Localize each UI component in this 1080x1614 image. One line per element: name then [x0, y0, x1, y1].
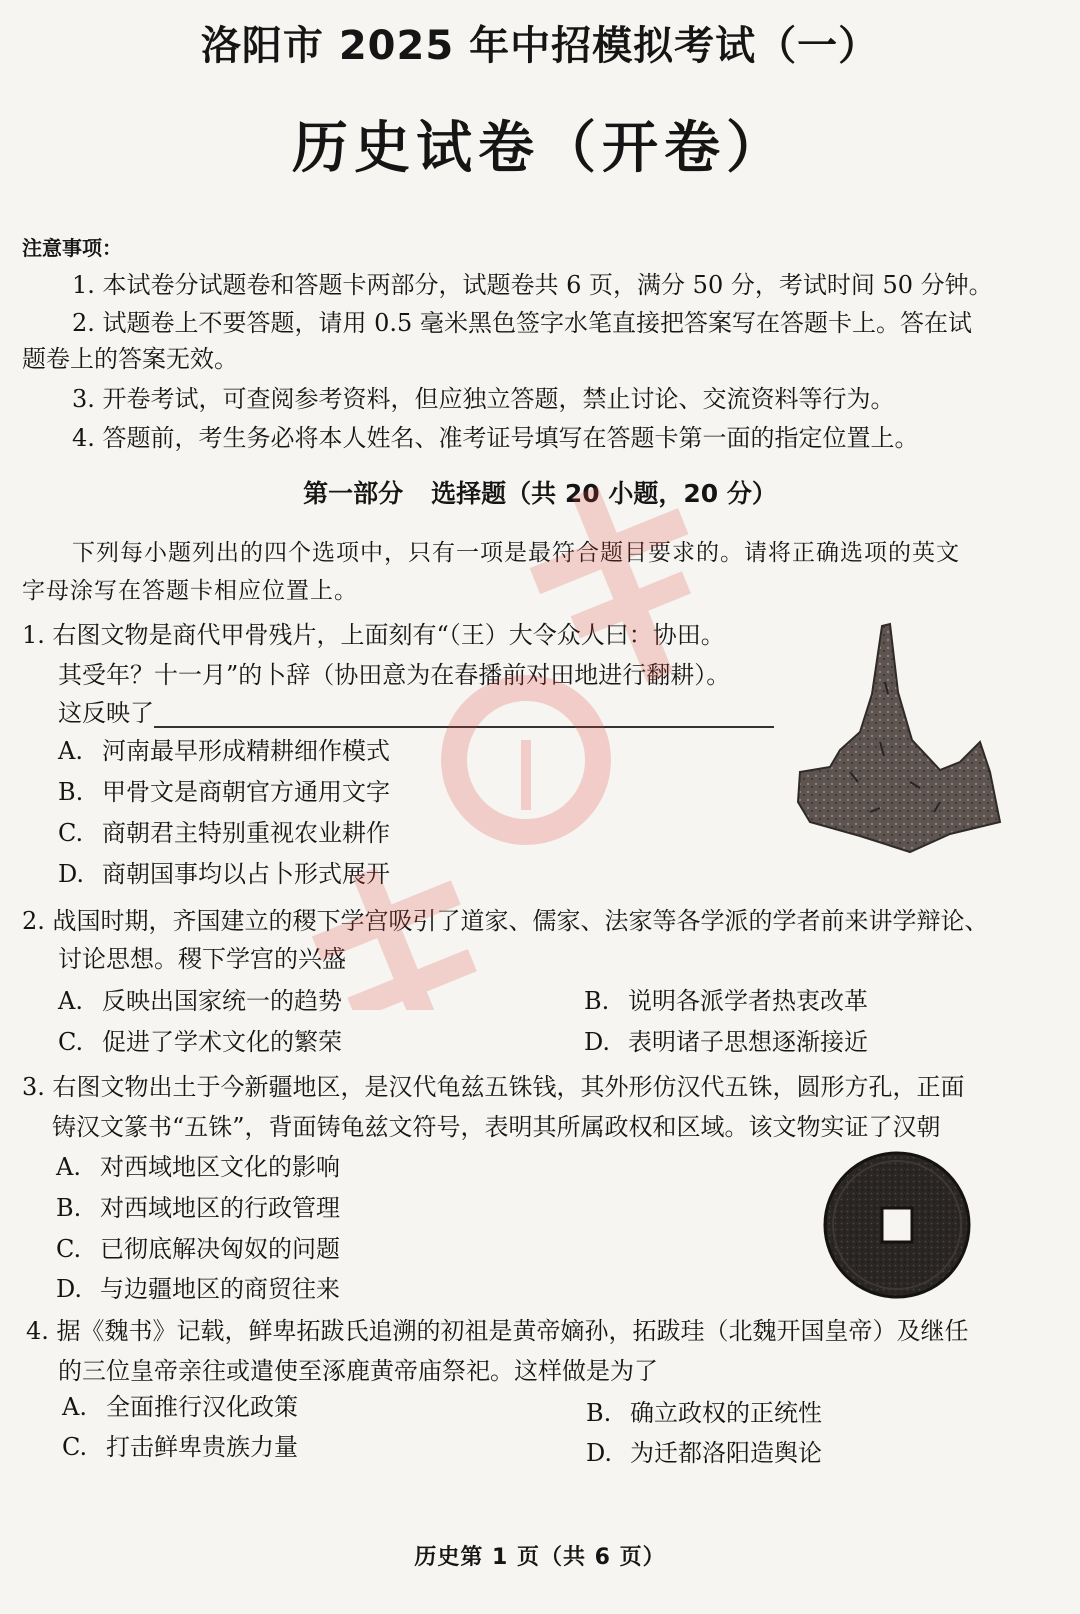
- option-key: B.: [56, 1194, 82, 1222]
- q3-option-d: [56, 1274, 340, 1304]
- notice-line-4: 4. 答题前，考生务必将本人姓名、准考证号填写在答题卡第一面的指定位置上。: [72, 424, 919, 452]
- q3-stem-1: 3. 右图文物出土于今新疆地区，是汉代龟兹五铢钱，其外形仿汉代五铢，圆形方孔，正面: [22, 1073, 965, 1101]
- option-text: 对西域地区文化的影响: [100, 1153, 340, 1181]
- option-text: 河南最早形成精耕细作模式: [102, 737, 390, 765]
- q1-stem-1: 1. 右图文物是商代甲骨残片，上面刻有“（王）大令众人曰：协田。: [22, 621, 725, 649]
- option-text: 对西域地区的行政管理: [100, 1194, 340, 1222]
- q2-option-b: [584, 986, 868, 1016]
- wuzhu-coin-image: [822, 1150, 972, 1300]
- option-key: B.: [58, 778, 84, 806]
- instruction-line-1: 下列每小题列出的四个选项中，只有一项是最符合题目要求的。请将正确选项的英文: [72, 540, 960, 566]
- q1-option-a: [58, 736, 390, 766]
- option-key: C.: [62, 1433, 88, 1461]
- q2-option-a: [58, 986, 342, 1016]
- page-footer: 历史第 1 页（共 6 页）: [414, 1545, 666, 1570]
- notice-heading: 注意事项：: [22, 236, 122, 260]
- option-text: 全面推行汉化政策: [106, 1393, 298, 1421]
- q4-option-d: [586, 1438, 822, 1468]
- option-text: 反映出国家统一的趋势: [102, 987, 342, 1015]
- exam-title: 洛阳市 2025 年中招模拟考试（一）: [200, 23, 880, 69]
- q1-option-d: [58, 859, 390, 889]
- notice-line-2-cont: 题卷上的答案无效。: [22, 345, 238, 373]
- notice-line-2: 2. 试题卷上不要答题，请用 0.5 毫米黑色签字水笔直接把答案写在答题卡上。答在试: [72, 309, 972, 337]
- option-text: 甲骨文是商朝官方通用文字: [102, 778, 390, 806]
- q1-option-b: [58, 777, 390, 807]
- q1-option-c: [58, 818, 390, 848]
- section-name: 选择题（共 20 小题，20 分）: [431, 479, 777, 508]
- option-text: 为迁都洛阳造舆论: [630, 1439, 822, 1467]
- q4-option-b: [586, 1398, 822, 1428]
- option-text: 促进了学术文化的繁荣: [102, 1028, 342, 1056]
- option-key: C.: [56, 1235, 82, 1263]
- option-key: A.: [58, 987, 83, 1015]
- option-key: C.: [58, 1028, 84, 1056]
- q1-stem-2: 其受年？十一月”的卜辞（协田意为在春播前对田地进行翻耕）。: [58, 661, 731, 689]
- option-key: D.: [586, 1439, 613, 1467]
- option-key: B.: [586, 1399, 612, 1427]
- option-text: 与边疆地区的商贸往来: [100, 1275, 340, 1303]
- option-key: D.: [58, 860, 85, 888]
- instruction-line-2: 字母涂写在答题卡相应位置上。: [22, 578, 358, 604]
- q4-stem-2: 的三位皇帝亲往或遣使至涿鹿黄帝庙祭祀。这样做是为了: [58, 1357, 658, 1385]
- option-text: 商朝国事均以占卜形式展开: [102, 860, 390, 888]
- oracle-bone-image: [790, 622, 1010, 862]
- q1-stem-3-text: 这反映了: [58, 699, 154, 727]
- q3-option-a: [56, 1152, 340, 1182]
- notice-line-3: 3. 开卷考试，可查阅参考资料，但应独立答题，禁止讨论、交流资料等行为。: [72, 385, 895, 413]
- option-text: 已彻底解决匈奴的问题: [100, 1235, 340, 1263]
- option-key: D.: [56, 1275, 83, 1303]
- notice-line-1: 1. 本试卷分试题卷和答题卡两部分，试题卷共 6 页，满分 50 分，考试时间 50 分钟。: [72, 271, 993, 299]
- option-key: B.: [584, 987, 610, 1015]
- q2-option-d: [584, 1027, 868, 1057]
- option-key: A.: [56, 1153, 81, 1181]
- option-text: 确立政权的正统性: [630, 1399, 822, 1427]
- exam-subtitle: 历史试卷（开卷）: [292, 116, 788, 181]
- q2-option-c: [58, 1027, 342, 1057]
- option-key: A.: [62, 1393, 87, 1421]
- q3-stem-2: 铸汉文篆书“五铢”，背面铸龟兹文符号，表明其所属政权和区域。该文物实证了汉朝: [52, 1113, 941, 1141]
- option-text: 表明诸子思想逐渐接近: [628, 1028, 868, 1056]
- q2-stem-1: 2. 战国时期，齐国建立的稷下学宫吸引了道家、儒家、法家等各学派的学者前来讲学辩论、: [22, 907, 989, 935]
- option-text: 说明各派学者热衷改革: [628, 987, 868, 1015]
- option-key: A.: [58, 737, 83, 765]
- q1-stem-3: [58, 698, 774, 728]
- option-text: 商朝君主特别重视农业耕作: [102, 819, 390, 847]
- answer-blank: [154, 704, 774, 728]
- q2-stem-2: 讨论思想。稷下学宫的兴盛: [58, 945, 346, 973]
- option-key: C.: [58, 819, 84, 847]
- q4-stem-1: 4. 据《魏书》记载，鲜卑拓跋氏追溯的初祖是黄帝嫡孙，拓跋珪（北魏开国皇帝）及继任: [26, 1317, 969, 1345]
- q4-option-a: [62, 1392, 298, 1422]
- option-text: 打击鲜卑贵族力量: [106, 1433, 298, 1461]
- q4-option-c: [62, 1432, 298, 1462]
- q3-option-b: [56, 1193, 340, 1223]
- section-heading: [0, 474, 1080, 510]
- option-key: D.: [584, 1028, 611, 1056]
- q3-option-c: [56, 1234, 340, 1264]
- section-part: 第一部分: [303, 479, 404, 508]
